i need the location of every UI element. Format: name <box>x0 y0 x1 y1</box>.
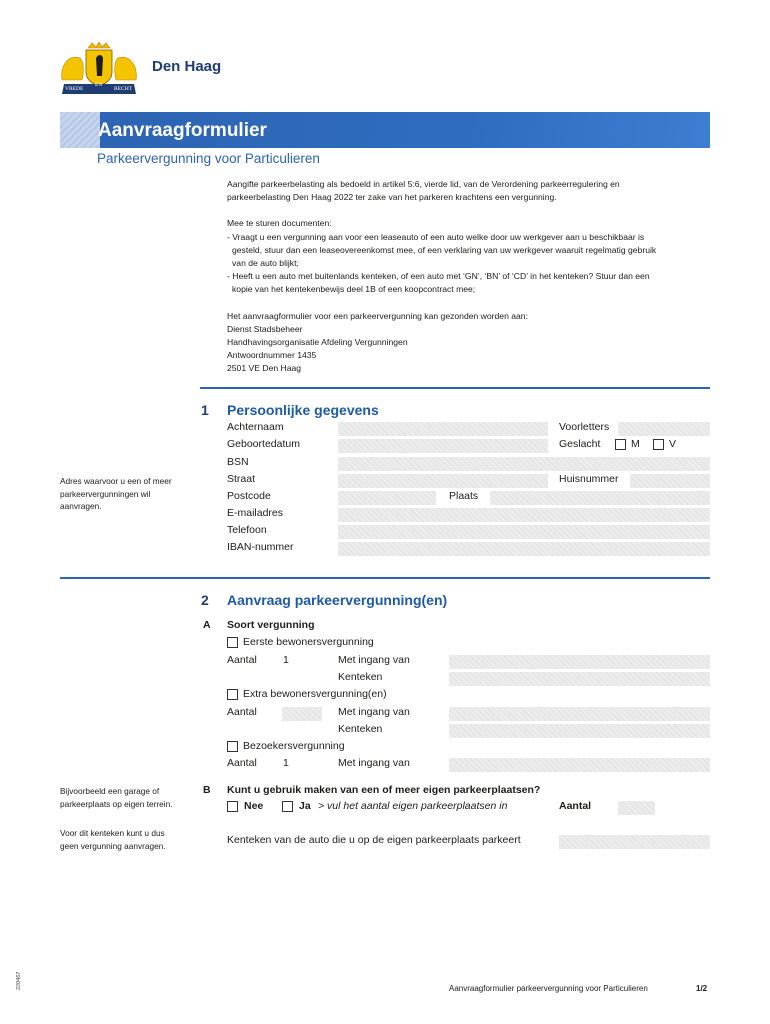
footer-title: Aanvraagformulier parkeervergunning voor Particulieren <box>449 984 648 993</box>
intro-line: parkeerbelasting Den Haag 2022 ter zake van het parkeren krachtens een vergunning. <box>227 192 557 203</box>
aantal-label-2: Aantal <box>227 706 257 718</box>
aantal-label-3: Aantal <box>227 757 257 769</box>
ja-checkbox[interactable] <box>282 801 293 812</box>
met-ingang-label-3: Met ingang van <box>338 757 410 769</box>
intro-line: - Heeft u een auto met buitenlands kenteken, of een auto met ‘GN’, ‘BN’ of ‘CD’ in het kenteken? Stuur dan een <box>227 271 650 282</box>
section-2-title: Aanvraag parkeervergunning(en) <box>227 592 448 608</box>
telefoon-label: Telefoon <box>227 524 267 536</box>
form-code: 220467 <box>16 971 22 990</box>
intro-line: Dienst Stadsbeheer <box>227 323 303 334</box>
gender-v-checkbox[interactable] <box>653 439 664 450</box>
voorletters-input[interactable] <box>618 422 710 436</box>
side-note-line: Bijvoorbeeld een garage of <box>60 786 160 796</box>
part-b-question: Kunt u gebruik maken van een of meer eigen parkeerplaatsen? <box>227 784 541 796</box>
part-b-letter: B <box>203 784 211 796</box>
motto-word-1: VREDE <box>65 86 84 92</box>
plaats-label: Plaats <box>449 490 479 502</box>
kenteken-input-1[interactable] <box>449 672 710 686</box>
part-b-aantal-input[interactable] <box>618 801 655 815</box>
eigen-kenteken-input[interactable] <box>559 835 710 849</box>
side-note-line: Voor dit kenteken kunt u dus <box>60 828 165 838</box>
extra-bewoners-label: Extra bewonersvergunning(en) <box>243 688 387 700</box>
intro-line: van de auto blijkt; <box>232 258 299 269</box>
intro-line: gesteld, stuur dan een leaseovereenkomst mee, of een verklaring van uw werkgever waaruit regelmatig gebruik <box>232 244 657 255</box>
aantal-value-1: 1 <box>283 654 289 666</box>
postcode-label: Postcode <box>227 490 271 502</box>
ja-label: Ja <box>299 800 311 812</box>
side-note-line: parkeervergunningen wil <box>60 488 151 499</box>
motto-word-3: RECHT <box>114 86 133 92</box>
postcode-input[interactable] <box>338 491 436 505</box>
part-a-letter: A <box>203 619 211 631</box>
intro-line: Het aanvraagformulier voor een parkeervergunning kan gezonden worden aan: <box>227 310 528 321</box>
straat-label: Straat <box>227 473 256 485</box>
kenteken-label-2: Kenteken <box>338 723 383 735</box>
page-number: 1/2 <box>696 984 708 993</box>
met-ingang-input-2[interactable] <box>449 707 710 721</box>
met-ingang-label-2: Met ingang van <box>338 706 410 718</box>
met-ingang-label-1: Met ingang van <box>338 654 410 666</box>
intro-line: Aangifte parkeerbelasting als bedoeld in artikel 5:6, vierde lid, van de Verordening parkeerregulering en <box>227 179 620 189</box>
achternaam-input[interactable] <box>338 422 548 436</box>
section-1-side-note <box>60 475 172 513</box>
intro-line: - Vraagt u een vergunning aan voor een leaseauto of een auto welke door uw werkgever aan u beschikbaar is <box>227 231 645 242</box>
geboortedatum-label: Geboortedatum <box>227 438 300 450</box>
eigen-kenteken-label: Kenteken van de auto die u op de eigen parkeerplaats parkeert <box>227 834 521 846</box>
section-1-number: 1 <box>201 402 209 418</box>
iban-input[interactable] <box>338 542 710 556</box>
bezoekers-label: Bezoekersvergunning <box>243 740 345 752</box>
email-input[interactable] <box>338 508 710 522</box>
ja-hint: > vul het aantal eigen parkeerplaatsen in <box>318 800 508 812</box>
side-note-line: geen vergunning aanvragen. <box>60 840 166 851</box>
side-note-line: aanvragen. <box>60 501 102 511</box>
bezoekers-checkbox[interactable] <box>227 741 238 752</box>
motto-word-2: EN <box>95 82 103 88</box>
met-ingang-input-3[interactable] <box>449 758 710 772</box>
iban-label: IBAN-nummer <box>227 541 294 553</box>
intro-line: Handhavingsorganisatie Afdeling Vergunningen <box>227 337 408 348</box>
crest-motto <box>62 82 136 94</box>
title-banner <box>60 112 710 148</box>
intro-text <box>227 178 656 376</box>
aantal-value-3: 1 <box>283 757 289 769</box>
part-b-aantal-label: Aantal <box>559 800 592 812</box>
side-note-line: Adres waarvoor u een of meer <box>60 476 172 486</box>
gender-m-checkbox[interactable] <box>615 439 626 450</box>
den-haag-logo <box>58 42 228 98</box>
page-subtitle: Parkeervergunning voor Particulieren <box>97 151 320 166</box>
aantal-label-1: Aantal <box>227 654 257 666</box>
intro-line: Mee te sturen documenten: <box>227 218 332 229</box>
eerste-bewoners-label: Eerste bewonersvergunning <box>243 636 374 648</box>
part-a-heading: Soort vergunning <box>227 619 315 631</box>
section-2-divider <box>60 577 710 579</box>
plaats-input[interactable] <box>490 491 710 505</box>
nee-label: Nee <box>244 800 264 812</box>
huisnummer-label: Huisnummer <box>559 473 619 485</box>
kenteken-label-1: Kenteken <box>338 671 383 683</box>
telefoon-input[interactable] <box>338 525 710 539</box>
intro-line: kopie van het kentekenbewijs deel 1B of een koopcontract mee; <box>232 284 476 295</box>
achternaam-label: Achternaam <box>227 421 284 433</box>
part-b-side-note-1 <box>60 785 173 810</box>
met-ingang-input-1[interactable] <box>449 655 710 669</box>
intro-line: 2501 VE Den Haag <box>227 363 302 374</box>
voorletters-label: Voorletters <box>559 421 610 433</box>
geslacht-label: Geslacht <box>559 438 601 450</box>
geboortedatum-input[interactable] <box>338 439 548 453</box>
nee-checkbox[interactable] <box>227 801 238 812</box>
bsn-input[interactable] <box>338 457 710 471</box>
banner-title: Aanvraagformulier <box>98 120 267 141</box>
extra-bewoners-checkbox[interactable] <box>227 689 238 700</box>
aantal-input-2[interactable] <box>282 707 322 721</box>
intro-line: Antwoordnummer 1435 <box>227 350 317 361</box>
email-label: E-mailadres <box>227 507 284 519</box>
part-b-side-note-2 <box>60 827 166 852</box>
eerste-bewoners-checkbox[interactable] <box>227 637 238 648</box>
side-note-line: parkeerplaats op eigen terrein. <box>60 798 173 809</box>
brand-name: Den Haag <box>152 58 222 75</box>
huisnummer-input[interactable] <box>630 474 710 488</box>
bsn-label: BSN <box>227 456 249 468</box>
gender-v-label: V <box>669 438 677 450</box>
gender-m-label: M <box>631 438 640 450</box>
straat-input[interactable] <box>338 474 548 488</box>
section-2-number: 2 <box>201 592 209 608</box>
kenteken-input-2[interactable] <box>449 724 710 738</box>
section-1-title: Persoonlijke gegevens <box>227 402 379 418</box>
section-1-divider <box>200 387 710 389</box>
